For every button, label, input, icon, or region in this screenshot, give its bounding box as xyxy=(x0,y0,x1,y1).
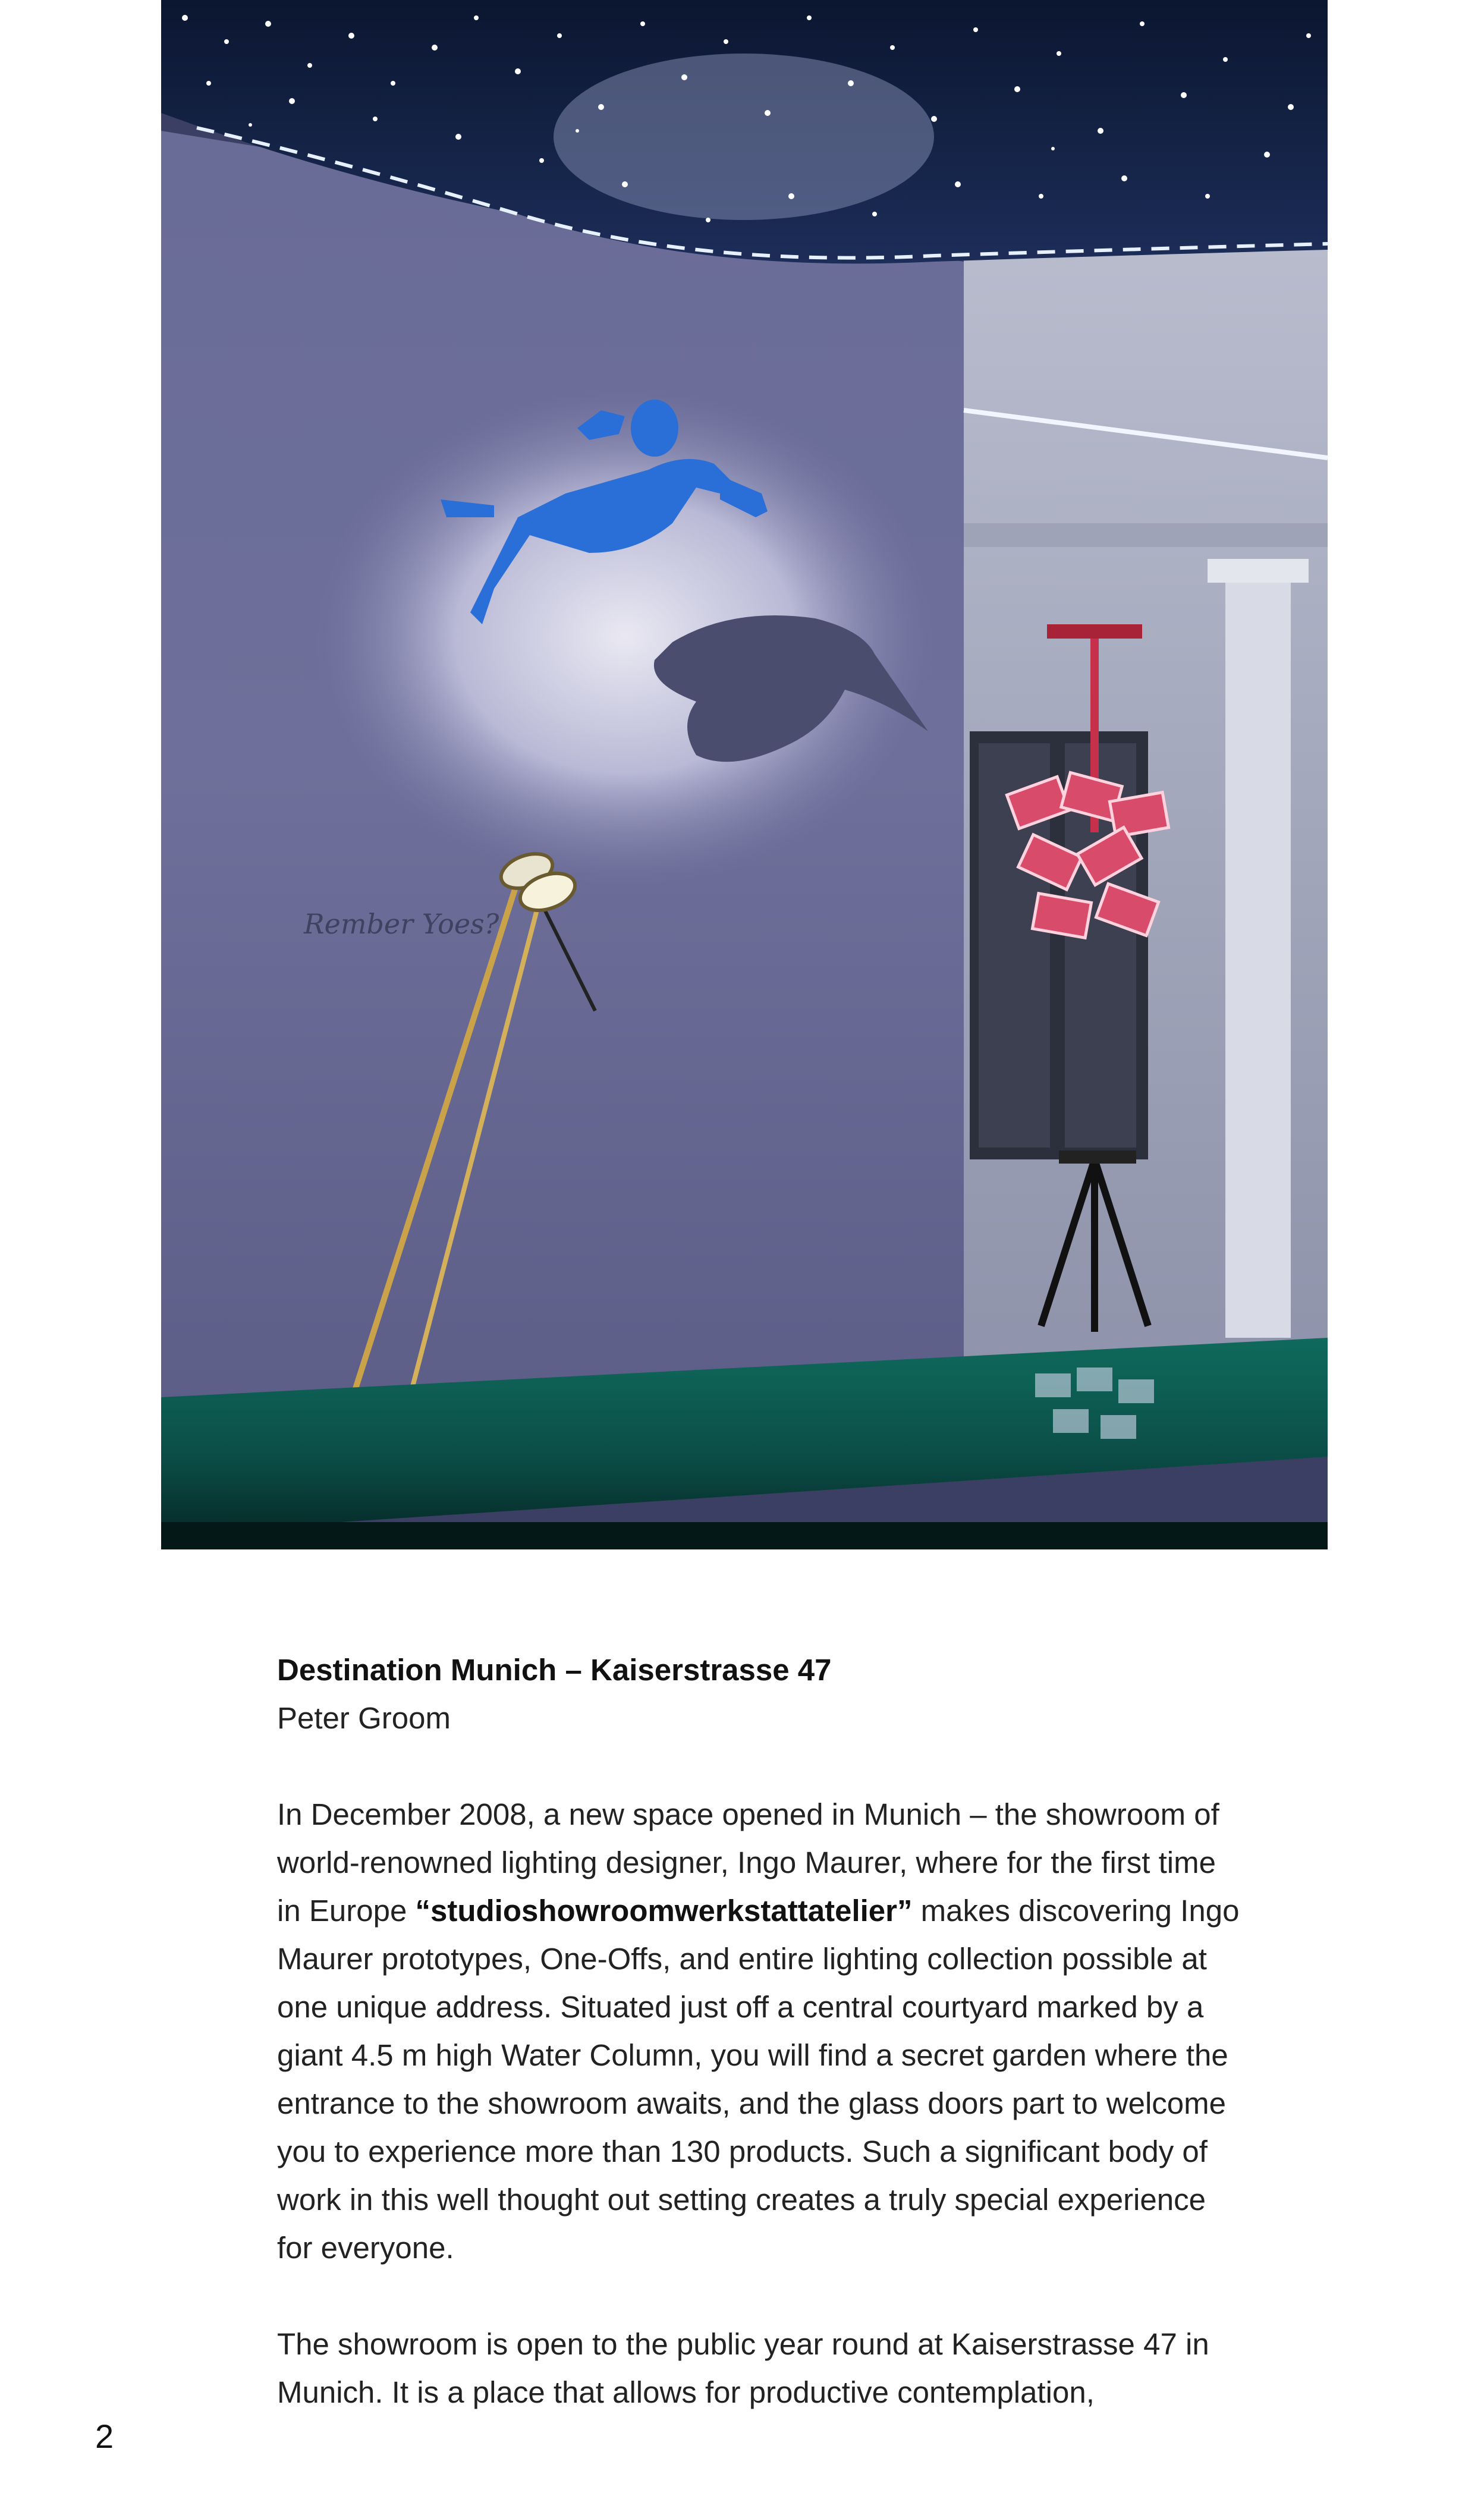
showroom-photo xyxy=(161,0,1328,1549)
article-byline: Peter Groom xyxy=(277,1701,451,1735)
article-paragraph-2: The showroom is open to the public year round at Kaiserstrasse 47 in Munich. It is a place that allows for productive contemplation, xyxy=(277,2327,1209,2409)
article-paragraph-1 xyxy=(277,1790,1240,2272)
article-headline: Destination Munich – Kaiserstrasse 47 xyxy=(277,1653,832,1687)
paragraph-1-text-end: makes discovering Ingo Maurer prototypes, One-Offs, and entire lighting collection possible at one unique address. Situated just off a central courtyard marked by a giant 4.5 m high Water Column, you will find a secret garden where the entrance to the showroom awaits, and the glass doors part to welcome you to experience more than 130 products. Such a significant body of work in this well thought out setting creates a truly special experience for everyone. xyxy=(277,1894,1240,2265)
studio-name-emphasis: “studioshowroomwerkstattatelier” xyxy=(415,1894,913,1928)
article xyxy=(277,1646,1240,2464)
paragraph-1-text-start: In December 2008, a new space opened in Munich – the showroom of world-renowned lighting designer, Ingo Maurer, where for the first time in Europe xyxy=(277,1797,1219,1928)
page-number: 2 xyxy=(95,2418,114,2455)
showroom-photo-illustration xyxy=(161,0,1328,1549)
wall-handwriting: Rember Yoes? xyxy=(304,908,499,940)
